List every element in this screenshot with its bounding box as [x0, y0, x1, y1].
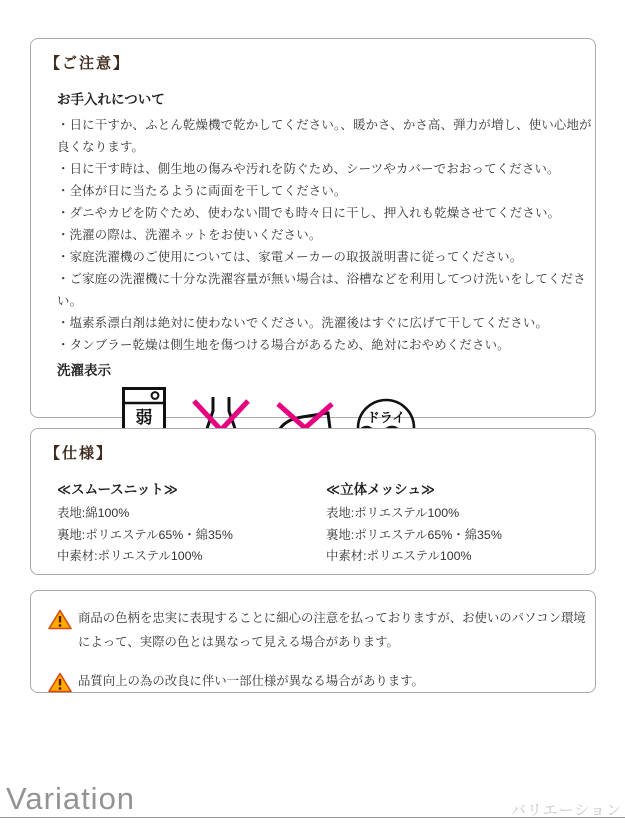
- variation-heading-jp: バリエーション: [510, 802, 622, 819]
- care-heading: お手入れについて: [57, 92, 165, 107]
- caution-box: [30, 38, 596, 427]
- spec-row: 表地:ポリエステル100%: [326, 506, 460, 520]
- spec-box: [30, 428, 596, 575]
- care-item-1: ・日に干すか、ふとん乾燥機で乾かしてください。、暖かさ、かさ高、弾力が増し、使い心地が良くなります。: [57, 118, 592, 154]
- care-item-7: ・ご家庭の洗濯機に十分な洗濯容量が無い場合は、浴槽などを利用してつけ洗いをしてください。: [57, 272, 586, 308]
- care-instruction-list: [57, 114, 595, 356]
- warning-icon: [48, 672, 72, 693]
- footer-divider: [0, 817, 625, 818]
- care-item-5: ・洗濯の際は、洗濯ネットをお使いください。: [57, 228, 322, 242]
- spec-name-smooth-knit: ≪スムースニット≫: [57, 482, 178, 497]
- caution-title: 【ご注意】: [45, 55, 131, 72]
- spec-column-3d-mesh: [326, 478, 595, 568]
- notice-box: [30, 590, 596, 693]
- spec-row: 裏地:ポリエステル65%・綿35%: [326, 527, 502, 542]
- notice-text-spec-change: 品質向上の為の改良に伴い一部仕様が異なる場合があります。: [78, 674, 424, 688]
- spec-row: 中素材:ポリエステル100%: [57, 549, 203, 563]
- variation-footer: [0, 780, 625, 829]
- spec-columns: [57, 478, 595, 568]
- care-item-6: ・家庭洗濯機のご使用については、家電メーカーの取扱説明書に従ってください。: [57, 250, 523, 264]
- spec-row: 中素材:ポリエステル100%: [326, 549, 472, 563]
- wash-strength-label: 弱: [135, 408, 153, 427]
- notice-row: [48, 606, 595, 654]
- spec-name-3d-mesh: ≪立体メッシュ≫: [326, 482, 435, 497]
- spec-column-smooth-knit: [57, 478, 326, 568]
- care-item-9: ・タンブラー乾燥は側生地を傷つける場合があるため、絶対におやめください。: [57, 338, 510, 352]
- variation-heading-en: Variation: [6, 781, 136, 816]
- wash-symbols-heading: 洗濯表示: [57, 363, 111, 378]
- spec-row: 表地:綿100%: [57, 506, 130, 520]
- care-item-2: ・日に干す時は、側生地の傷みや汚れを防ぐため、シーツやカバーでおおってください。: [57, 162, 560, 176]
- spec-title: 【仕様】: [45, 445, 114, 462]
- notice-text-color: 商品の色柄を忠実に表現することに細心の注意を払っておりますが、お使いのパソコン環境によって、実際の色とは異なって見える場合があります。: [78, 611, 586, 649]
- notice-row: [48, 669, 595, 693]
- care-item-4: ・ダニやカビを防ぐため、使わない間でも時々日に干し、押入れも乾燥させてください。: [57, 206, 561, 220]
- care-item-3: ・全体が日に当たるように両面を干してください。: [57, 184, 347, 198]
- warning-icon: [48, 609, 72, 630]
- dry-label-1: ドライ: [366, 409, 405, 425]
- care-item-8: ・塩素系漂白剤は絶対に使わないでください。洗濯後はすぐに広げて干してください。: [57, 316, 549, 330]
- spec-row: 裏地:ポリエステル65%・綿35%: [57, 527, 233, 542]
